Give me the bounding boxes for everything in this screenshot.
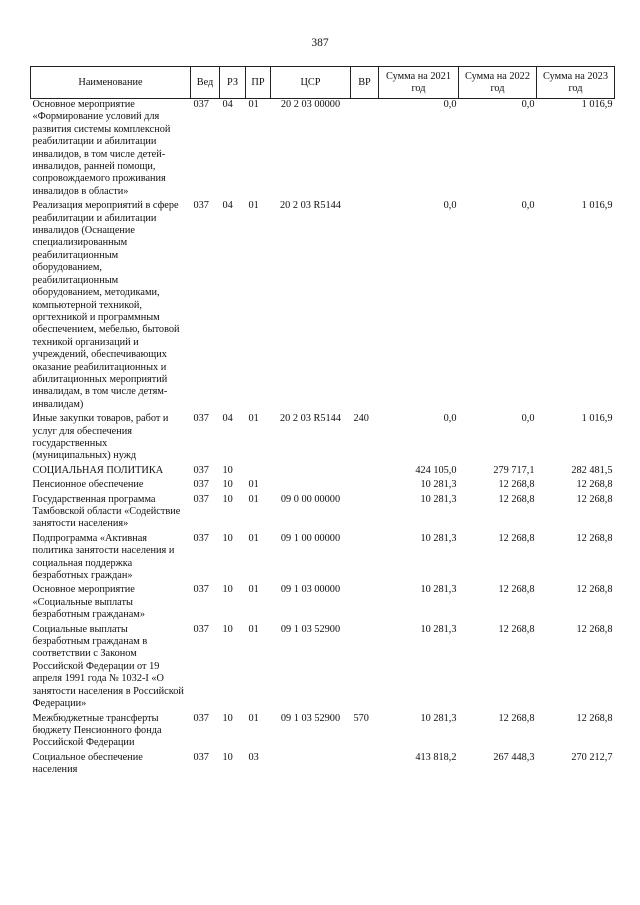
cell-vr: [351, 533, 379, 585]
cell-vr: [351, 752, 379, 779]
cell-sum-2021: 10 281,3: [420, 479, 457, 491]
cell-rz: 04: [222, 413, 233, 425]
cell-sum-2022: 12 268,8: [498, 493, 535, 505]
cell-sum-2023: 12 268,8: [576, 479, 613, 491]
cell-sum-2023: 12 268,8: [576, 532, 613, 544]
cell-pr: 01: [248, 584, 259, 596]
header-csr: ЦСР: [271, 67, 351, 99]
cell-csr: [271, 752, 351, 779]
cell-name: Основное мероприятие «Формирование условий для развития системы комплексной реабилитации и абилитации инвалидов, в том числе детей-инвалидов, ранней помощи, сопровождаемого проживания инвалидов в области»: [32, 99, 171, 197]
cell-pr: 01: [248, 200, 259, 212]
cell-csr: 09 1 03 00000: [280, 584, 341, 596]
cell-ved: 037: [193, 532, 209, 544]
cell-sum-2022: 0,0: [521, 99, 535, 110]
cell-csr: 09 1 03 52900: [280, 623, 341, 635]
cell-vr: [351, 624, 379, 713]
cell-name: Реализация мероприятий в сфере реабилитации и абилитации инвалидов (Оснащение специализированным реабилитационным оборудованием, реабилитационным оборудованием, методиками, компьютерной техникой, оргтехникой и программным обеспечением, мебелью, бытовой техникой организаций и учреждений, обеспечивающих оказание реабилитационных и абилитационных мероприятий инвалидам, в том числе детям-инвалидам): [32, 200, 180, 410]
cell-sum-2021: 424 105,0: [415, 464, 457, 476]
page-number: 387: [311, 37, 329, 49]
cell-name: Пенсионное обеспечение: [32, 479, 144, 491]
header-pr: ПР: [246, 67, 271, 99]
cell-rz: 10: [222, 712, 233, 724]
cell-csr: [271, 465, 351, 479]
cell-sum-2021: 0,0: [443, 200, 457, 212]
cell-sum-2021: 10 281,3: [420, 712, 457, 724]
cell-ved: 037: [193, 493, 209, 505]
cell-sum-2023: 12 268,8: [576, 584, 613, 596]
table-row: [31, 752, 615, 779]
table-body: [31, 99, 615, 779]
cell-rz: 10: [222, 479, 233, 491]
cell-sum-2022: 267 448,3: [493, 751, 535, 763]
table-header-row: [31, 67, 615, 99]
cell-sum-2021: 413 818,2: [415, 751, 457, 763]
cell-sum-2022: 12 268,8: [498, 532, 535, 544]
cell-name: Подпрограмма «Активная политика занятости населения и социальная поддержка безработных граждан»: [32, 532, 175, 582]
cell-csr: 20 2 03 R5144: [280, 200, 341, 212]
table-row: [31, 624, 615, 713]
table-row: [31, 494, 615, 533]
cell-name: СОЦИАЛЬНАЯ ПОЛИТИКА: [32, 464, 164, 476]
cell-sum-2021: 10 281,3: [420, 623, 457, 635]
cell-ved: 037: [193, 464, 209, 476]
cell-vr: 570: [353, 712, 369, 724]
table-row: [31, 99, 615, 201]
table-row: [31, 533, 615, 585]
cell-ved: 037: [193, 200, 209, 212]
cell-name: Иные закупки товаров, работ и услуг для обеспечения государственных (муниципальных) нужд: [32, 413, 169, 462]
cell-pr: [246, 465, 271, 479]
cell-sum-2022: 0,0: [521, 200, 535, 212]
cell-sum-2021: 0,0: [443, 99, 457, 110]
cell-vr: 240: [353, 413, 369, 425]
cell-pr: 01: [248, 532, 259, 544]
cell-rz: 10: [222, 751, 233, 763]
cell-vr: [351, 479, 379, 493]
cell-ved: 037: [193, 584, 209, 596]
cell-name: Основное мероприятие «Социальные выплаты безработным гражданам»: [32, 584, 145, 621]
table-row: [31, 465, 615, 479]
cell-name: Государственная программа Тамбовской области «Содействие занятости населения»: [32, 493, 181, 530]
cell-ved: 037: [193, 99, 209, 110]
cell-ved: 037: [193, 712, 209, 724]
cell-ved: 037: [193, 751, 209, 763]
cell-csr: 09 1 03 52900: [280, 712, 341, 724]
header-name: Наименование: [31, 67, 191, 99]
cell-sum-2022: 12 268,8: [498, 584, 535, 596]
header-sum-2021: Сумма на 2021 год: [379, 67, 459, 99]
cell-pr: 01: [248, 479, 259, 491]
cell-sum-2022: 12 268,8: [498, 479, 535, 491]
cell-sum-2023: 1 016,9: [581, 200, 613, 212]
cell-rz: 10: [222, 464, 233, 476]
cell-sum-2023: 1 016,9: [581, 413, 613, 425]
cell-rz: 10: [222, 584, 233, 596]
cell-pr: 03: [248, 751, 259, 763]
cell-ved: 037: [193, 479, 209, 491]
cell-pr: 01: [248, 99, 259, 110]
table-row: [31, 713, 615, 752]
cell-pr: 01: [248, 712, 259, 724]
cell-sum-2023: 282 481,5: [571, 464, 613, 476]
cell-csr: 09 1 00 00000: [280, 532, 341, 544]
cell-sum-2022: 12 268,8: [498, 712, 535, 724]
header-rz: РЗ: [220, 67, 246, 99]
table-row: [31, 479, 615, 493]
cell-sum-2023: 12 268,8: [576, 493, 613, 505]
cell-ved: 037: [193, 623, 209, 635]
cell-sum-2022: 12 268,8: [498, 623, 535, 635]
cell-pr: 01: [248, 493, 259, 505]
cell-vr: [351, 494, 379, 533]
budget-table: [30, 66, 615, 779]
cell-rz: 10: [222, 532, 233, 544]
cell-name: Социальные выплаты безработным гражданам в соответствии с Законом Российской Федерации от 19 апреля 1991 года № 1032-I «О занятости населения в Российской Федерации»: [32, 623, 184, 710]
cell-rz: 10: [222, 493, 233, 505]
header-sum-2023: Сумма на 2023 год: [537, 67, 615, 99]
cell-pr: 01: [248, 413, 259, 425]
cell-sum-2023: 12 268,8: [576, 623, 613, 635]
header-ved: Вед: [191, 67, 220, 99]
cell-csr: [271, 479, 351, 493]
cell-sum-2023: 270 212,7: [571, 751, 613, 763]
cell-sum-2023: 12 268,8: [576, 712, 613, 724]
cell-vr: [351, 465, 379, 479]
cell-name: Социальное обеспечение населения: [32, 751, 143, 776]
cell-rz: 04: [222, 200, 233, 212]
cell-pr: 01: [248, 623, 259, 635]
cell-sum-2021: 0,0: [443, 413, 457, 425]
cell-rz: 04: [222, 99, 233, 110]
cell-ved: 037: [193, 413, 209, 425]
table-row: [31, 584, 615, 623]
cell-csr: 09 0 00 00000: [280, 493, 341, 505]
header-vr: ВР: [351, 67, 379, 99]
cell-csr: 20 2 03 00000: [280, 99, 341, 110]
cell-sum-2022: 0,0: [521, 413, 535, 425]
cell-vr: [351, 99, 379, 201]
cell-csr: 20 2 03 R5144: [280, 413, 341, 425]
cell-vr: [351, 200, 379, 413]
cell-rz: 10: [222, 623, 233, 635]
header-sum-2022: Сумма на 2022 год: [459, 67, 537, 99]
cell-vr: [351, 584, 379, 623]
table-row: [31, 413, 615, 465]
table-row: [31, 200, 615, 413]
cell-sum-2021: 10 281,3: [420, 493, 457, 505]
cell-sum-2021: 10 281,3: [420, 584, 457, 596]
cell-sum-2021: 10 281,3: [420, 532, 457, 544]
cell-name: Межбюджетные трансферты бюджету Пенсионного фонда Российской Федерации: [32, 712, 162, 749]
cell-sum-2023: 1 016,9: [581, 99, 613, 110]
cell-sum-2022: 279 717,1: [493, 464, 535, 476]
